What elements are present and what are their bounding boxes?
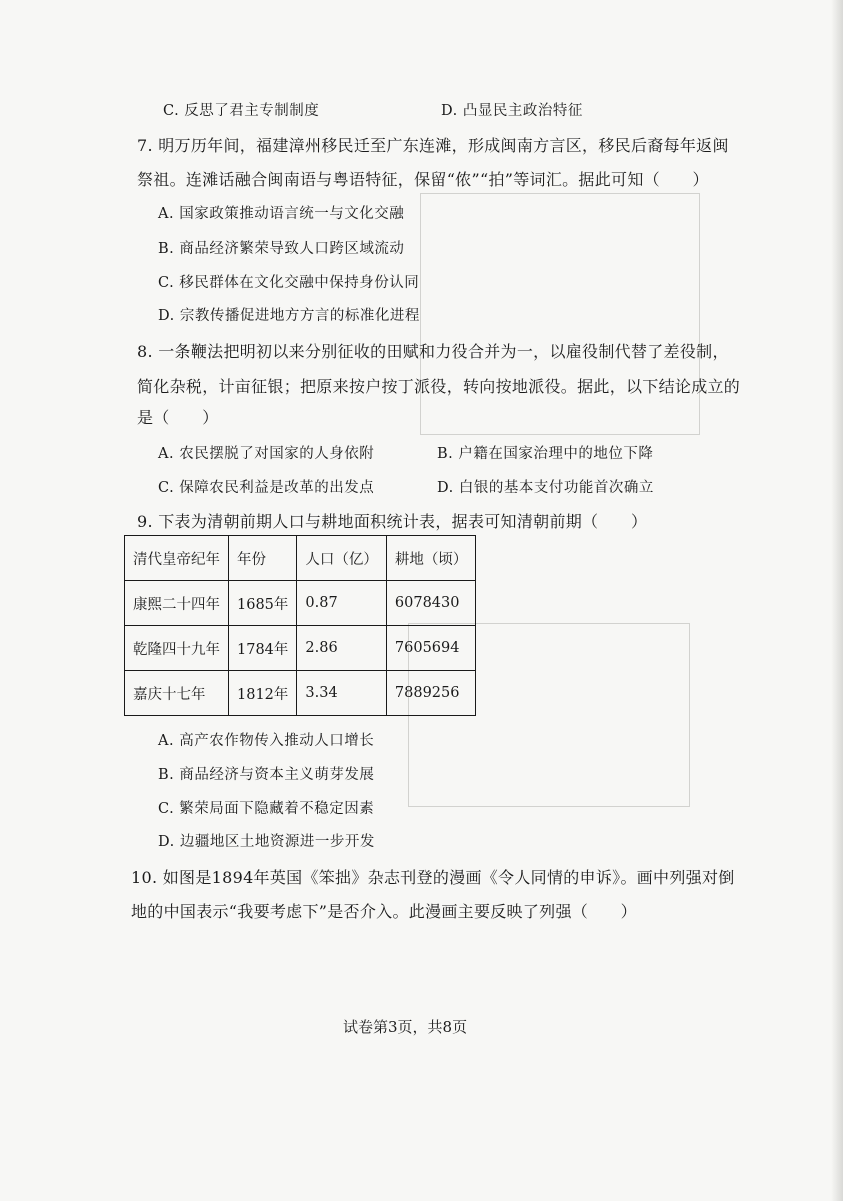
- q8-stem-line2: 简化杂税，计亩征银；把原来按户按丁派役，转向按地派役。据此，以下结论成立的: [137, 377, 741, 396]
- table-header-cell: 清代皇帝纪年: [125, 536, 229, 581]
- q7-stem-line1: 7. 明万历年间，福建漳州移民迁至广东连滩，形成闽南方言区，移民后裔每年返闽: [137, 136, 729, 155]
- table-cell: 康熙二十四年: [125, 581, 229, 626]
- table-row: [125, 581, 476, 626]
- q8-stem-line3: 是（ ）: [137, 408, 219, 427]
- q10-stem-line2: 地的中国表示“我要考虑下”是否介入。此漫画主要反映了列强（ ）: [131, 902, 637, 921]
- table-cell: 3.34: [297, 671, 387, 716]
- table-cell: 1784年: [229, 626, 297, 671]
- q8-option-d: D. 白银的基本支付功能首次确立: [437, 480, 654, 496]
- q7-option-d: D. 宗教传播促进地方方言的标准化进程: [158, 308, 420, 324]
- q10-stem-line1: 10. 如图是1894年英国《笨拙》杂志刊登的漫画《令人同情的申诉》。画中列强对倒: [131, 868, 735, 887]
- table-cell: 7605694: [386, 626, 476, 671]
- table-header-cell: 耕地（顷）: [386, 536, 476, 581]
- table-row: [125, 626, 476, 671]
- table-cell: 6078430: [386, 581, 476, 626]
- q7-option-c: C. 移民群体在文化交融中保持身份认同: [158, 275, 420, 291]
- scan-shadow: [831, 0, 843, 1201]
- q9-stem: 9. 下表为清朝前期人口与耕地面积统计表，据表可知清朝前期（ ）: [137, 512, 648, 531]
- q7-option-a: A. 国家政策推动语言统一与文化交融: [158, 206, 405, 222]
- table-cell: 乾隆四十九年: [125, 626, 229, 671]
- bleed-through-table: [420, 193, 700, 435]
- table-cell: 1812年: [229, 671, 297, 716]
- table-cell: 7889256: [386, 671, 476, 716]
- q8-option-b: B. 户籍在国家治理中的地位下降: [437, 446, 654, 462]
- table-cell: 1685年: [229, 581, 297, 626]
- q6-option-c: C. 反思了君主专制制度: [163, 103, 320, 119]
- table-cell: 2.86: [297, 626, 387, 671]
- table-header-cell: 年份: [229, 536, 297, 581]
- q9-option-a: A. 高产农作物传入推动人口增长: [158, 733, 375, 749]
- q8-option-a: A. 农民摆脱了对国家的人身依附: [158, 446, 375, 462]
- q9-option-b: B. 商品经济与资本主义萌芽发展: [158, 767, 375, 783]
- page-footer: 试卷第3页，共8页: [343, 1018, 468, 1036]
- q9-option-d: D. 边疆地区土地资源进一步开发: [158, 834, 375, 850]
- population-farmland-table: [124, 535, 476, 716]
- q8-stem-line1: 8. 一条鞭法把明初以来分别征收的田赋和力役合并为一，以雇役制代替了差役制，: [137, 342, 729, 361]
- q8-option-c: C. 保障农民利益是改革的出发点: [158, 480, 375, 496]
- table-header-row: [125, 536, 476, 581]
- table-cell: 嘉庆十七年: [125, 671, 229, 716]
- table-cell: 0.87: [297, 581, 387, 626]
- q6-option-d: D. 凸显民主政治特征: [441, 103, 583, 119]
- q9-option-c: C. 繁荣局面下隐藏着不稳定因素: [158, 801, 375, 817]
- q7-option-b: B. 商品经济繁荣导致人口跨区域流动: [158, 241, 405, 257]
- q7-stem-line2: 祭祖。连滩话融合闽南语与粤语特征，保留“侬”“拍”等词汇。据此可知（ ）: [137, 170, 709, 189]
- table-header-cell: 人口（亿）: [297, 536, 387, 581]
- table-row: [125, 671, 476, 716]
